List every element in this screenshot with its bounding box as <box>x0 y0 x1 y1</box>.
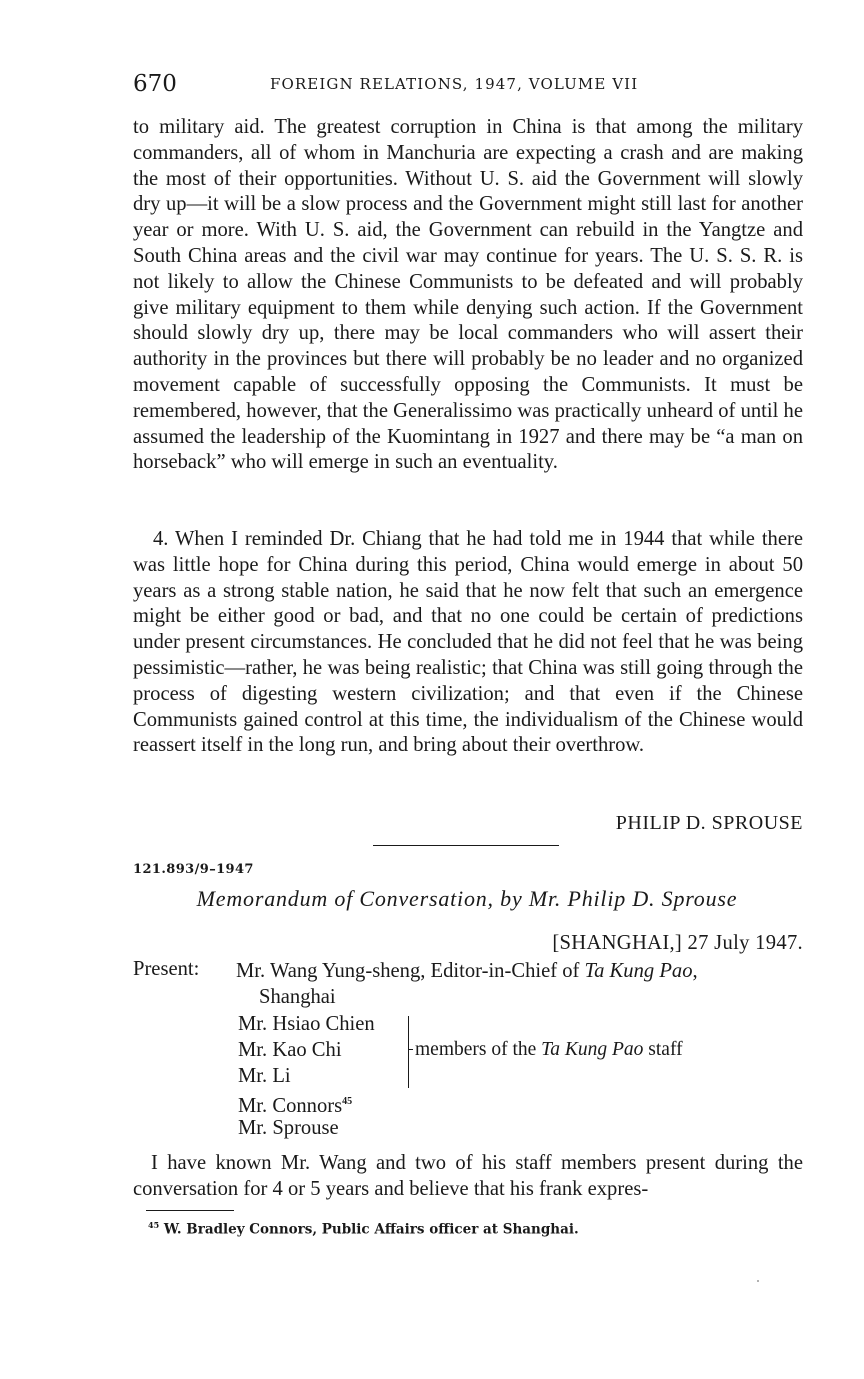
attendee-connors-name: Mr. Connors <box>238 1094 343 1117</box>
attendee-sprouse: Mr. Sprouse <box>238 1117 339 1139</box>
running-head <box>133 70 803 98</box>
footnote-rule <box>146 1210 234 1211</box>
section-divider <box>373 845 559 846</box>
staff-group-label <box>415 1039 683 1061</box>
file-number: 121.893/9–1947 <box>133 862 254 877</box>
paragraph-2: 4. When I reminded Dr. Chiang that he had told me in 1944 that while there was little hope for China during this period, China would emerge in about 50 years as a strong stable nation, he said that he now felt that such an emergence might be either good or bad, and that no one could be certain of predictions under present circumstances. He concluded that he did not feel that he was being pessimistic—rather, he was being realistic; that China was still going through the process of digesting western civilization; and that even if the Chinese Communists gained control at this time, the individualism of the Chinese would reassert itself in the long run, and bring about their overthrow. <box>133 528 803 757</box>
page-number: 670 <box>133 71 177 97</box>
present-label: Present: <box>133 958 200 980</box>
present-line-wang <box>236 958 806 984</box>
newspaper-name: Ta Kung Pao <box>541 1039 644 1060</box>
paragraph-3: I have known Mr. Wang and two of his staff members present during the conversation for 4 or 5 years and believe that his frank expres- <box>133 1152 803 1200</box>
attendee-kao: Mr. Kao Chi <box>238 1039 342 1061</box>
footnote <box>148 1220 579 1238</box>
brace-line <box>408 1016 409 1088</box>
running-title: FOREIGN RELATIONS, 1947, VOLUME VII <box>270 75 639 93</box>
newspaper-name: Ta Kung Pao <box>584 960 693 982</box>
present-line-wang-cont: Shanghai <box>259 986 336 1008</box>
memo-title: Memorandum of Conversation, by Mr. Philip D. Sprouse <box>196 886 738 911</box>
staff-group-text: members of the <box>415 1039 542 1060</box>
paper-speck <box>757 1280 759 1282</box>
footnote-text: W. Bradley Connors, Public Affairs officer at Shanghai. <box>163 1221 579 1238</box>
attendee-li: Mr. Li <box>238 1065 291 1087</box>
attendee-hsiao: Mr. Hsiao Chien <box>238 1013 375 1035</box>
footnote-reference: 45 <box>342 1096 353 1107</box>
staff-group-text-end: staff <box>643 1039 683 1060</box>
brace-tip <box>408 1049 413 1050</box>
present-line-text: Mr. Wang Yung-sheng, Editor-in-Chief of <box>236 960 585 982</box>
footnote-mark: 45 <box>148 1220 160 1230</box>
present-line-comma: , <box>692 960 698 982</box>
dateline: [SHANGHAI,] 27 July 1947. <box>552 932 803 954</box>
signature: PHILIP D. SPROUSE <box>615 812 803 834</box>
paragraph-1: to military aid. The greatest corruption in China is that among the military commanders, all of whom in Manchuria are expecting a crash and are making the most of their opportunities. Without U. S. aid the Government will slowly dry up—it will be a slow process and the Government might still last for another year or more. With U. S. aid, the Government can rebuild in the Yangtze and South China areas and the civil war may continue for years. The U. S. S. R. is not likely to allow the Chinese Communists to be defeated and will probably give military equipment to them while denying such action. If the Government should slowly dry up, there may be local commanders who will assert their authority in the provinces but there will probably be no leader and no organized movement capable of successfully opposing the Communists. It must be remembered, however, that the Generalissimo was practically unheard of until he assumed the leadership of the Kuomintang in 1927 and there may be “a man on horseback” who will emerge in such an eventuality. <box>133 116 803 474</box>
